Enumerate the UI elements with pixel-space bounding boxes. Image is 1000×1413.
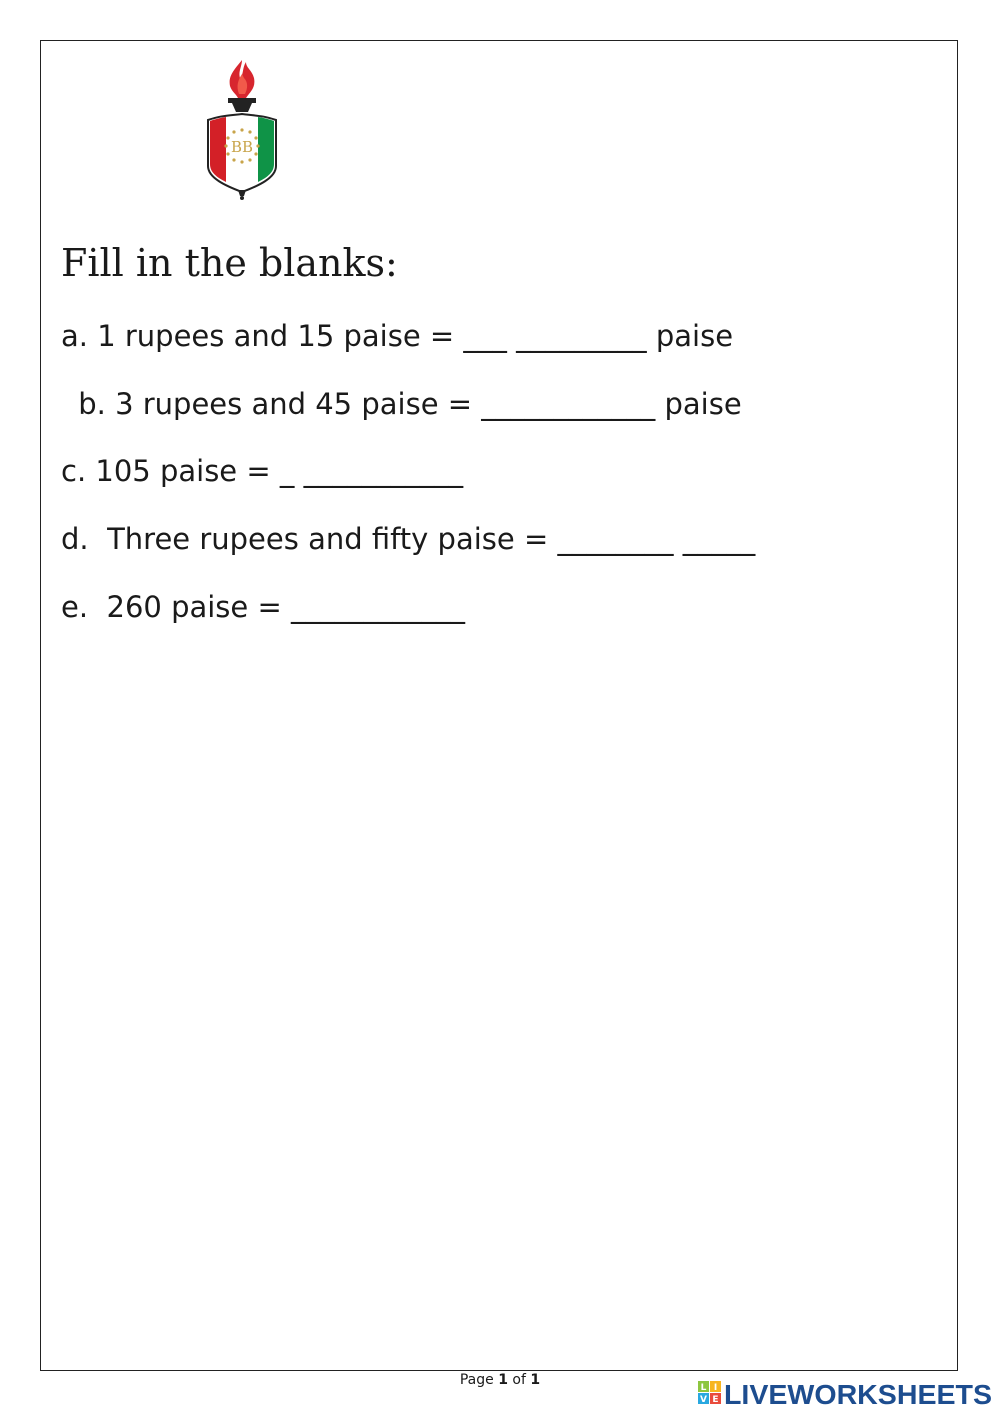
page-prefix: Page [459,1372,494,1388]
worksheet-heading: Fill in the blanks: [61,241,398,285]
page-of: of [512,1372,526,1388]
brand-wordmark: LIVEWORKSHEETS [724,1379,992,1408]
question-d: d. Three rupees and fifty paise = ________ _____ [61,522,756,556]
page-current: 1 [498,1372,508,1388]
svg-text:E: E [712,1395,719,1405]
school-crest-icon [202,58,282,200]
svg-text:I: I [713,1383,718,1393]
liveworksheets-logo-icon [698,1381,721,1405]
svg-text:L: L [700,1383,707,1393]
question-a: a. 1 rupees and 15 paise = ___ _________ paise [61,319,734,353]
question-b: b. 3 rupees and 45 paise = ____________ paise [69,387,742,421]
page-total: 1 [530,1372,541,1388]
crest-monogram: BB [230,138,254,156]
question-c: c. 105 paise = _ ___________ [61,454,464,488]
liveworksheets-brand [696,1378,996,1408]
question-e: e. 260 paise = ____________ [61,590,465,624]
svg-text:V: V [700,1395,707,1405]
